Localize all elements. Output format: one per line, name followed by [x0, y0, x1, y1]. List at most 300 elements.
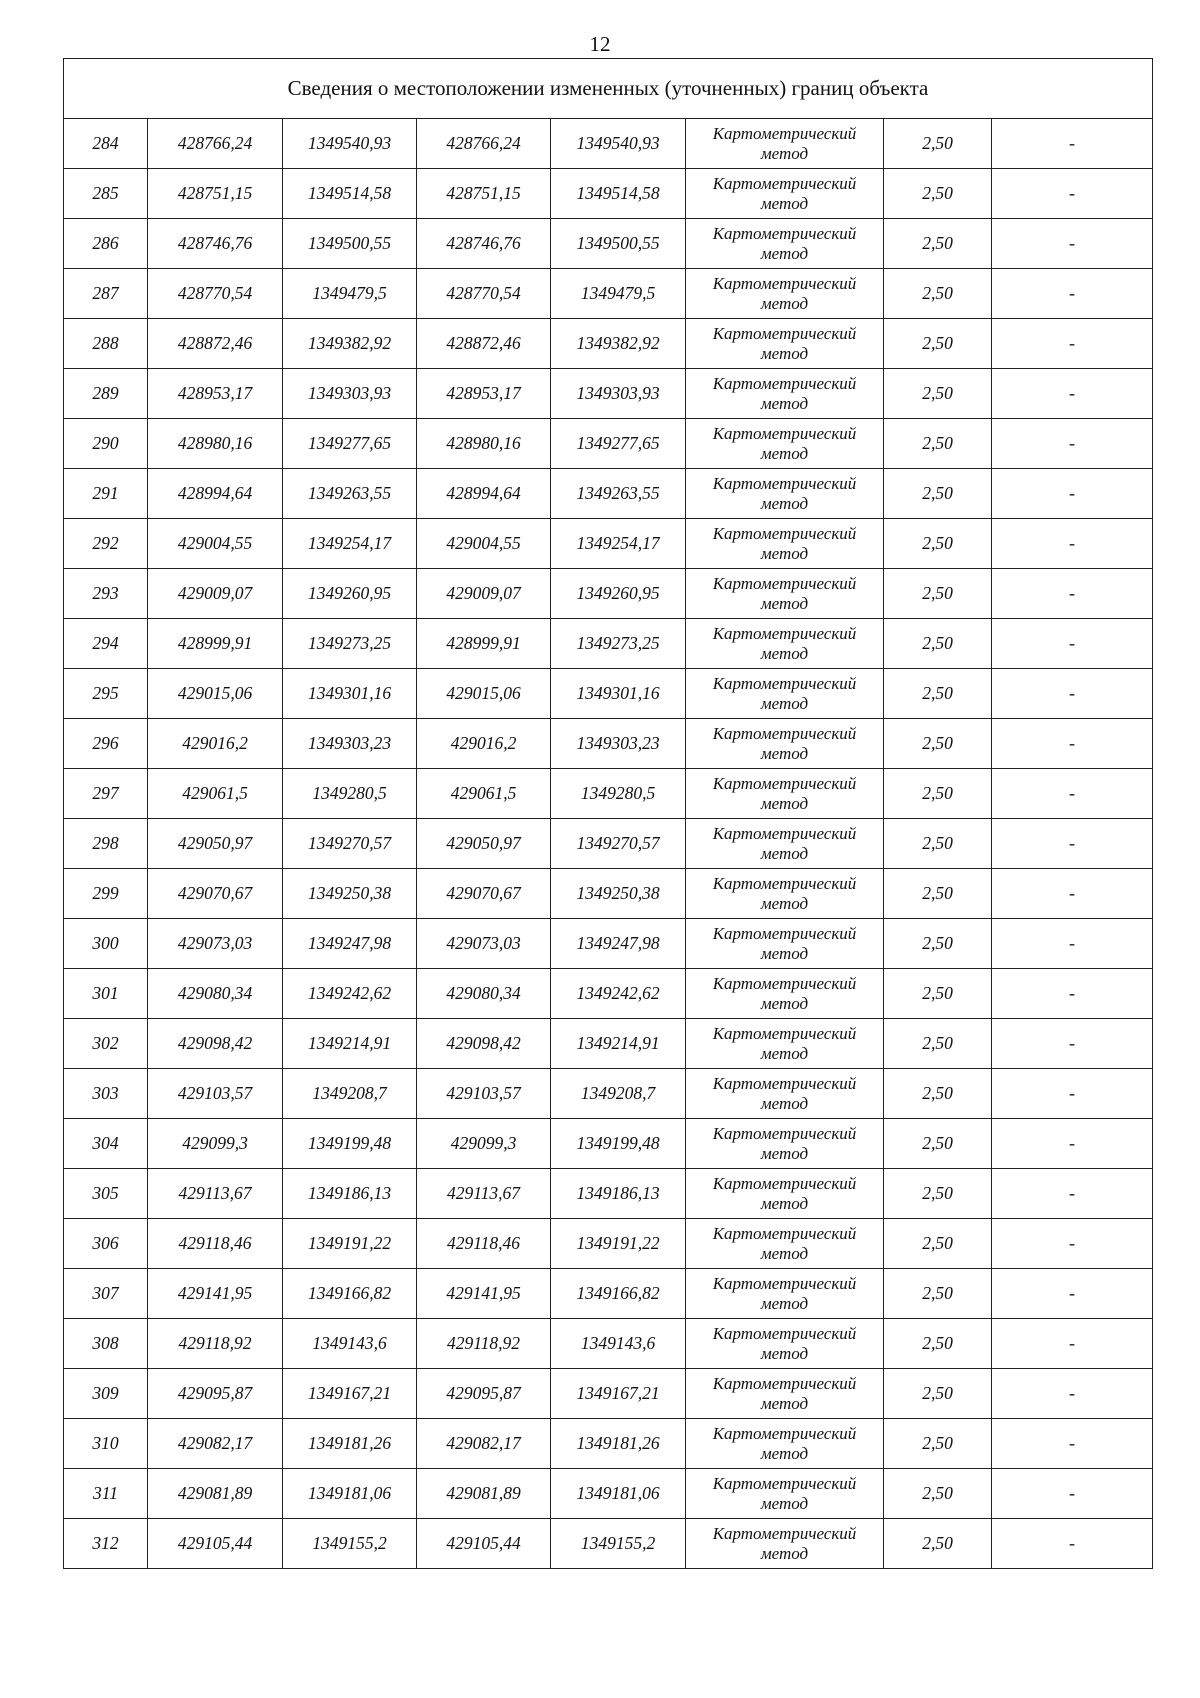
- refined-x-cell: 429004,55: [417, 519, 551, 569]
- method-text: Картометрический: [712, 723, 857, 743]
- point-number-cell: 291: [64, 469, 148, 519]
- accuracy-cell: 2,50: [884, 119, 992, 169]
- method-cell: [686, 1019, 884, 1069]
- method-cell: [686, 569, 884, 619]
- method-text: Картометрический: [712, 623, 857, 643]
- existing-x-cell: 428999,91: [148, 619, 283, 669]
- method-text: Картометрический: [712, 673, 857, 693]
- point-number-cell: 295: [64, 669, 148, 719]
- note-cell: -: [992, 419, 1153, 469]
- note-cell: -: [992, 1319, 1153, 1369]
- table-row: [64, 1219, 1153, 1269]
- refined-x-cell: 429061,5: [417, 769, 551, 819]
- existing-x-cell: 429141,95: [148, 1269, 283, 1319]
- refined-x-cell: 428766,24: [417, 119, 551, 169]
- existing-y-cell: 1349191,22: [283, 1219, 417, 1269]
- method-text: метод: [760, 743, 809, 763]
- method-text: Картометрический: [712, 1473, 857, 1493]
- existing-x-cell: 429105,44: [148, 1519, 283, 1569]
- existing-y-cell: 1349250,38: [283, 869, 417, 919]
- refined-x-cell: 428770,54: [417, 269, 551, 319]
- existing-x-cell: 428770,54: [148, 269, 283, 319]
- accuracy-cell: 2,50: [884, 919, 992, 969]
- existing-x-cell: 429009,07: [148, 569, 283, 619]
- method-cell: [686, 969, 884, 1019]
- method-cell: [686, 1519, 884, 1569]
- table-row: [64, 1369, 1153, 1419]
- existing-x-cell: 429015,06: [148, 669, 283, 719]
- table-row: [64, 919, 1153, 969]
- existing-x-cell: 428751,15: [148, 169, 283, 219]
- refined-y-cell: 1349301,16: [551, 669, 686, 719]
- note-cell: -: [992, 1419, 1153, 1469]
- method-text: Картометрический: [712, 323, 857, 343]
- refined-x-cell: 429073,03: [417, 919, 551, 969]
- method-text: метод: [760, 293, 809, 313]
- note-cell: -: [992, 1269, 1153, 1319]
- existing-x-cell: 429070,67: [148, 869, 283, 919]
- method-text: Картометрический: [712, 423, 857, 443]
- refined-y-cell: 1349186,13: [551, 1169, 686, 1219]
- existing-x-cell: 429118,92: [148, 1319, 283, 1369]
- existing-y-cell: 1349181,26: [283, 1419, 417, 1469]
- table-row: [64, 319, 1153, 369]
- page-number: 12: [589, 32, 611, 56]
- method-cell: [686, 1469, 884, 1519]
- refined-y-cell: 1349273,25: [551, 619, 686, 669]
- note-cell: -: [992, 619, 1153, 669]
- method-text: метод: [760, 543, 809, 563]
- note-cell: -: [992, 519, 1153, 569]
- existing-y-cell: 1349303,23: [283, 719, 417, 769]
- refined-y-cell: 1349280,5: [551, 769, 686, 819]
- refined-y-cell: 1349479,5: [551, 269, 686, 319]
- method-text: Картометрический: [712, 1323, 857, 1343]
- note-cell: -: [992, 769, 1153, 819]
- accuracy-cell: 2,50: [884, 969, 992, 1019]
- refined-y-cell: 1349254,17: [551, 519, 686, 569]
- point-number-cell: 306: [64, 1219, 148, 1269]
- point-number-cell: 286: [64, 219, 148, 269]
- refined-x-cell: 428953,17: [417, 369, 551, 419]
- method-text: Картометрический: [712, 823, 857, 843]
- method-text: Картометрический: [712, 473, 857, 493]
- point-number-cell: 289: [64, 369, 148, 419]
- note-cell: -: [992, 1369, 1153, 1419]
- existing-y-cell: 1349214,91: [283, 1019, 417, 1069]
- point-number-cell: 301: [64, 969, 148, 1019]
- refined-y-cell: 1349250,38: [551, 869, 686, 919]
- refined-y-cell: 1349247,98: [551, 919, 686, 969]
- note-cell: -: [992, 969, 1153, 1019]
- existing-y-cell: 1349270,57: [283, 819, 417, 869]
- refined-y-cell: 1349242,62: [551, 969, 686, 1019]
- accuracy-cell: 2,50: [884, 1419, 992, 1469]
- point-number-cell: 294: [64, 619, 148, 669]
- refined-y-cell: 1349208,7: [551, 1069, 686, 1119]
- method-cell: [686, 1419, 884, 1469]
- refined-x-cell: 428999,91: [417, 619, 551, 669]
- existing-y-cell: 1349382,92: [283, 319, 417, 369]
- existing-x-cell: 429118,46: [148, 1219, 283, 1269]
- method-cell: [686, 169, 884, 219]
- point-number-cell: 292: [64, 519, 148, 569]
- note-cell: -: [992, 1119, 1153, 1169]
- existing-y-cell: 1349254,17: [283, 519, 417, 569]
- method-text: Картометрический: [712, 123, 857, 143]
- method-text: метод: [760, 393, 809, 413]
- refined-x-cell: 428751,15: [417, 169, 551, 219]
- existing-y-cell: 1349277,65: [283, 419, 417, 469]
- point-number-cell: 297: [64, 769, 148, 819]
- note-cell: -: [992, 569, 1153, 619]
- note-cell: -: [992, 169, 1153, 219]
- existing-y-cell: 1349263,55: [283, 469, 417, 519]
- note-cell: -: [992, 1219, 1153, 1269]
- method-text: метод: [760, 993, 809, 1013]
- accuracy-cell: 2,50: [884, 669, 992, 719]
- table-row: [64, 969, 1153, 1019]
- point-number-cell: 305: [64, 1169, 148, 1219]
- refined-y-cell: 1349540,93: [551, 119, 686, 169]
- refined-y-cell: 1349382,92: [551, 319, 686, 369]
- accuracy-cell: 2,50: [884, 219, 992, 269]
- table-row: [64, 1319, 1153, 1369]
- table-row: [64, 219, 1153, 269]
- method-text: метод: [760, 643, 809, 663]
- accuracy-cell: 2,50: [884, 1469, 992, 1519]
- method-cell: [686, 619, 884, 669]
- refined-y-cell: 1349181,06: [551, 1469, 686, 1519]
- method-cell: [686, 219, 884, 269]
- method-cell: [686, 869, 884, 919]
- refined-y-cell: 1349214,91: [551, 1019, 686, 1069]
- method-text: Картометрический: [712, 1173, 857, 1193]
- existing-x-cell: 429080,34: [148, 969, 283, 1019]
- method-text: Картометрический: [712, 373, 857, 393]
- method-text: метод: [760, 1393, 809, 1413]
- method-cell: [686, 469, 884, 519]
- refined-y-cell: 1349514,58: [551, 169, 686, 219]
- note-cell: -: [992, 119, 1153, 169]
- point-number-cell: 299: [64, 869, 148, 919]
- note-cell: -: [992, 719, 1153, 769]
- accuracy-cell: 2,50: [884, 1169, 992, 1219]
- accuracy-cell: 2,50: [884, 1119, 992, 1169]
- accuracy-cell: 2,50: [884, 1319, 992, 1369]
- existing-y-cell: 1349540,93: [283, 119, 417, 169]
- method-text: метод: [760, 343, 809, 363]
- existing-x-cell: 428766,24: [148, 119, 283, 169]
- accuracy-cell: 2,50: [884, 719, 992, 769]
- note-cell: -: [992, 1069, 1153, 1119]
- existing-x-cell: 429081,89: [148, 1469, 283, 1519]
- accuracy-cell: 2,50: [884, 569, 992, 619]
- method-cell: [686, 1069, 884, 1119]
- method-text: метод: [760, 793, 809, 813]
- method-text: Картометрический: [712, 573, 857, 593]
- method-text: метод: [760, 1543, 809, 1563]
- accuracy-cell: 2,50: [884, 819, 992, 869]
- refined-x-cell: 429009,07: [417, 569, 551, 619]
- table-row: [64, 169, 1153, 219]
- method-text: метод: [760, 1493, 809, 1513]
- table-row: [64, 1169, 1153, 1219]
- method-text: метод: [760, 593, 809, 613]
- existing-y-cell: 1349181,06: [283, 1469, 417, 1519]
- accuracy-cell: 2,50: [884, 1219, 992, 1269]
- method-text: метод: [760, 843, 809, 863]
- accuracy-cell: 2,50: [884, 1269, 992, 1319]
- existing-x-cell: 428980,16: [148, 419, 283, 469]
- existing-y-cell: 1349167,21: [283, 1369, 417, 1419]
- refined-x-cell: 429099,3: [417, 1119, 551, 1169]
- refined-x-cell: 428980,16: [417, 419, 551, 469]
- existing-y-cell: 1349280,5: [283, 769, 417, 819]
- refined-x-cell: 429015,06: [417, 669, 551, 719]
- existing-x-cell: 428872,46: [148, 319, 283, 369]
- point-number-cell: 284: [64, 119, 148, 169]
- method-text: метод: [760, 1343, 809, 1363]
- table-row: [64, 669, 1153, 719]
- point-number-cell: 311: [64, 1469, 148, 1519]
- refined-y-cell: 1349155,2: [551, 1519, 686, 1569]
- accuracy-cell: 2,50: [884, 619, 992, 669]
- method-cell: [686, 369, 884, 419]
- existing-x-cell: 429113,67: [148, 1169, 283, 1219]
- refined-y-cell: 1349277,65: [551, 419, 686, 469]
- point-number-cell: 285: [64, 169, 148, 219]
- existing-x-cell: 429073,03: [148, 919, 283, 969]
- accuracy-cell: 2,50: [884, 169, 992, 219]
- method-text: метод: [760, 1143, 809, 1163]
- accuracy-cell: 2,50: [884, 769, 992, 819]
- accuracy-cell: 2,50: [884, 1069, 992, 1119]
- method-text: метод: [760, 243, 809, 263]
- refined-x-cell: 429082,17: [417, 1419, 551, 1469]
- refined-x-cell: 429141,95: [417, 1269, 551, 1319]
- existing-x-cell: 429099,3: [148, 1119, 283, 1169]
- method-text: метод: [760, 943, 809, 963]
- refined-x-cell: 429098,42: [417, 1019, 551, 1069]
- method-text: Картометрический: [712, 1523, 857, 1543]
- refined-x-cell: 429050,97: [417, 819, 551, 869]
- point-number-cell: 308: [64, 1319, 148, 1369]
- table-row: [64, 269, 1153, 319]
- note-cell: -: [992, 919, 1153, 969]
- point-number-cell: 304: [64, 1119, 148, 1169]
- note-cell: -: [992, 669, 1153, 719]
- method-text: метод: [760, 1193, 809, 1213]
- accuracy-cell: 2,50: [884, 319, 992, 369]
- table-row: [64, 469, 1153, 519]
- method-cell: [686, 719, 884, 769]
- method-text: Картометрический: [712, 973, 857, 993]
- refined-y-cell: 1349167,21: [551, 1369, 686, 1419]
- method-text: метод: [760, 443, 809, 463]
- refined-y-cell: 1349191,22: [551, 1219, 686, 1269]
- existing-x-cell: 428746,76: [148, 219, 283, 269]
- refined-x-cell: 429103,57: [417, 1069, 551, 1119]
- method-cell: [686, 269, 884, 319]
- point-number-cell: 310: [64, 1419, 148, 1469]
- table-row: [64, 869, 1153, 919]
- existing-y-cell: 1349199,48: [283, 1119, 417, 1169]
- refined-y-cell: 1349260,95: [551, 569, 686, 619]
- method-text: Картометрический: [712, 773, 857, 793]
- existing-x-cell: 428953,17: [148, 369, 283, 419]
- existing-x-cell: 428994,64: [148, 469, 283, 519]
- refined-x-cell: 429070,67: [417, 869, 551, 919]
- existing-y-cell: 1349514,58: [283, 169, 417, 219]
- table-row: [64, 369, 1153, 419]
- method-cell: [686, 1219, 884, 1269]
- method-text: метод: [760, 1043, 809, 1063]
- point-number-cell: 302: [64, 1019, 148, 1069]
- refined-x-cell: 429105,44: [417, 1519, 551, 1569]
- method-text: Картометрический: [712, 173, 857, 193]
- note-cell: -: [992, 869, 1153, 919]
- method-cell: [686, 1269, 884, 1319]
- point-number-cell: 300: [64, 919, 148, 969]
- note-cell: -: [992, 1469, 1153, 1519]
- existing-y-cell: 1349260,95: [283, 569, 417, 619]
- method-text: метод: [760, 1243, 809, 1263]
- existing-y-cell: 1349479,5: [283, 269, 417, 319]
- method-text: Картометрический: [712, 1373, 857, 1393]
- existing-y-cell: 1349166,82: [283, 1269, 417, 1319]
- accuracy-cell: 2,50: [884, 1519, 992, 1569]
- table-row: [64, 769, 1153, 819]
- table-row: [64, 1119, 1153, 1169]
- method-text: метод: [760, 1293, 809, 1313]
- method-cell: [686, 419, 884, 469]
- table-row: [64, 1419, 1153, 1469]
- method-cell: [686, 919, 884, 969]
- note-cell: -: [992, 269, 1153, 319]
- existing-x-cell: 429050,97: [148, 819, 283, 869]
- method-text: Картометрический: [712, 1223, 857, 1243]
- existing-x-cell: 429082,17: [148, 1419, 283, 1469]
- method-text: Картометрический: [712, 223, 857, 243]
- refined-x-cell: 429113,67: [417, 1169, 551, 1219]
- refined-x-cell: 428746,76: [417, 219, 551, 269]
- refined-y-cell: 1349199,48: [551, 1119, 686, 1169]
- table-row: [64, 1019, 1153, 1069]
- refined-x-cell: 429095,87: [417, 1369, 551, 1419]
- method-text: метод: [760, 143, 809, 163]
- point-number-cell: 290: [64, 419, 148, 469]
- method-cell: [686, 519, 884, 569]
- boundary-coordinates-table: [63, 58, 1153, 1569]
- table-row: [64, 1469, 1153, 1519]
- existing-x-cell: 429004,55: [148, 519, 283, 569]
- existing-x-cell: 429103,57: [148, 1069, 283, 1119]
- method-text: Картометрический: [712, 1073, 857, 1093]
- existing-x-cell: 429098,42: [148, 1019, 283, 1069]
- refined-y-cell: 1349181,26: [551, 1419, 686, 1469]
- table-row: [64, 419, 1153, 469]
- method-cell: [686, 1319, 884, 1369]
- note-cell: -: [992, 469, 1153, 519]
- method-text: метод: [760, 193, 809, 213]
- method-cell: [686, 1169, 884, 1219]
- existing-y-cell: 1349273,25: [283, 619, 417, 669]
- method-text: Картометрический: [712, 273, 857, 293]
- table-body: [64, 119, 1153, 1569]
- table-row: [64, 1269, 1153, 1319]
- refined-y-cell: 1349303,23: [551, 719, 686, 769]
- point-number-cell: 312: [64, 1519, 148, 1569]
- point-number-cell: 307: [64, 1269, 148, 1319]
- method-text: Картометрический: [712, 523, 857, 543]
- method-cell: [686, 1119, 884, 1169]
- table-row: [64, 1519, 1153, 1569]
- method-cell: [686, 819, 884, 869]
- method-text: Картометрический: [712, 923, 857, 943]
- refined-x-cell: 429016,2: [417, 719, 551, 769]
- existing-y-cell: 1349155,2: [283, 1519, 417, 1569]
- refined-y-cell: 1349270,57: [551, 819, 686, 869]
- method-text: Картометрический: [712, 1023, 857, 1043]
- method-text: Картометрический: [712, 1423, 857, 1443]
- method-cell: [686, 669, 884, 719]
- method-text: метод: [760, 493, 809, 513]
- method-text: Картометрический: [712, 1273, 857, 1293]
- point-number-cell: 309: [64, 1369, 148, 1419]
- refined-y-cell: 1349166,82: [551, 1269, 686, 1319]
- accuracy-cell: 2,50: [884, 419, 992, 469]
- point-number-cell: 298: [64, 819, 148, 869]
- method-text: метод: [760, 893, 809, 913]
- accuracy-cell: 2,50: [884, 1369, 992, 1419]
- note-cell: -: [992, 1519, 1153, 1569]
- accuracy-cell: 2,50: [884, 469, 992, 519]
- table-row: [64, 819, 1153, 869]
- refined-x-cell: 428872,46: [417, 319, 551, 369]
- existing-x-cell: 429095,87: [148, 1369, 283, 1419]
- existing-y-cell: 1349208,7: [283, 1069, 417, 1119]
- note-cell: -: [992, 1019, 1153, 1069]
- refined-y-cell: 1349303,93: [551, 369, 686, 419]
- existing-y-cell: 1349500,55: [283, 219, 417, 269]
- refined-y-cell: 1349500,55: [551, 219, 686, 269]
- point-number-cell: 293: [64, 569, 148, 619]
- point-number-cell: 288: [64, 319, 148, 369]
- method-text: метод: [760, 1443, 809, 1463]
- existing-x-cell: 429016,2: [148, 719, 283, 769]
- existing-y-cell: 1349143,6: [283, 1319, 417, 1369]
- accuracy-cell: 2,50: [884, 269, 992, 319]
- table-row: [64, 519, 1153, 569]
- table-row: [64, 119, 1153, 169]
- table-title: Сведения о местоположении измененных (уточненных) границ объекта: [64, 59, 1153, 119]
- point-number-cell: 303: [64, 1069, 148, 1119]
- accuracy-cell: 2,50: [884, 519, 992, 569]
- table-row: [64, 569, 1153, 619]
- refined-x-cell: 429118,92: [417, 1319, 551, 1369]
- note-cell: -: [992, 319, 1153, 369]
- existing-y-cell: 1349242,62: [283, 969, 417, 1019]
- note-cell: -: [992, 369, 1153, 419]
- method-text: Картометрический: [712, 873, 857, 893]
- table-row: [64, 719, 1153, 769]
- method-cell: [686, 319, 884, 369]
- method-text: метод: [760, 693, 809, 713]
- refined-y-cell: 1349263,55: [551, 469, 686, 519]
- table-row: [64, 619, 1153, 669]
- accuracy-cell: 2,50: [884, 869, 992, 919]
